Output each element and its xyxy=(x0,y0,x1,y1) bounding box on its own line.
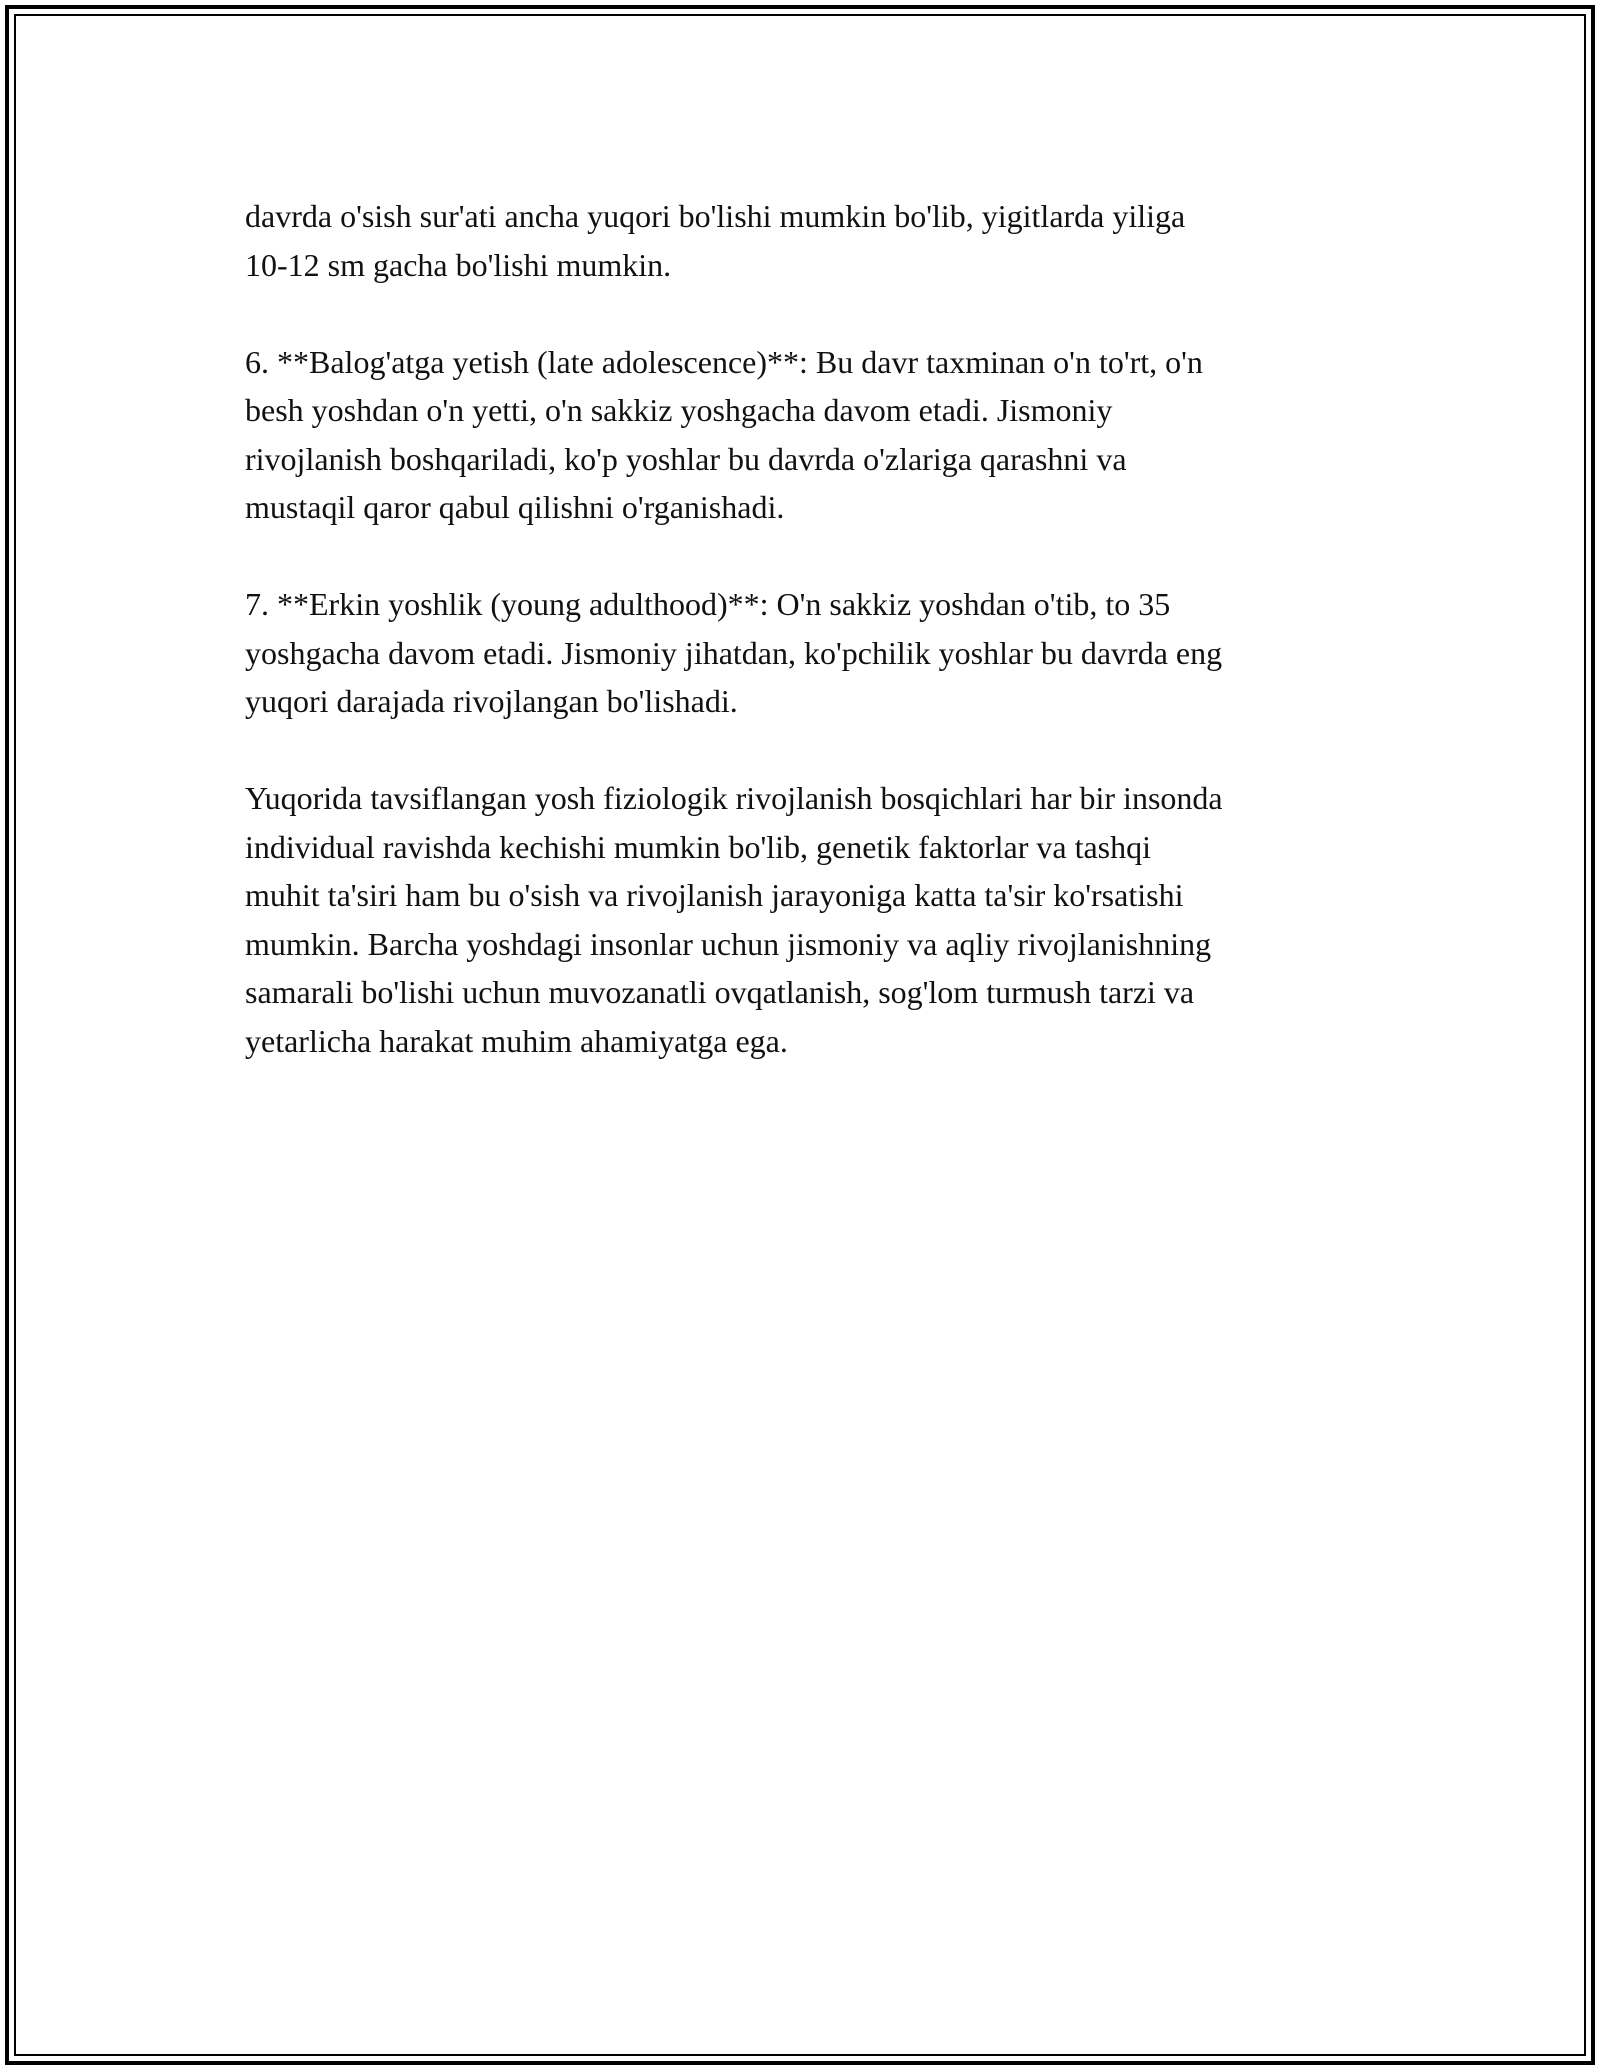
text-line: 7. **Erkin yoshlik (young adulthood)**: O'n sakkiz yoshdan o'tib, to 35 xyxy=(245,586,1171,622)
text-line: davrda o'sish sur'ati ancha yuqori bo'lishi mumkin bo'lib, yigitlarda yiliga xyxy=(245,198,1186,234)
text-line: yoshgacha davom etadi. Jismoniy jihatdan, ko'pchilik yoshlar bu davrda eng xyxy=(245,634,1223,671)
text-line: 6. **Balog'atga yetish (late adolescence)**: Bu davr taxminan o'n to'rt, o'n xyxy=(245,343,1203,380)
document-body xyxy=(245,192,1415,1114)
text-line: muhit ta'siri ham bu o'sish va rivojlanish jarayoniga katta ta'sir ko'rsatishi xyxy=(245,877,1184,913)
text-line: yuqori darajada rivojlangan bo'lishadi. xyxy=(245,683,738,719)
paragraph-continuation xyxy=(245,192,1415,289)
paragraph-conclusion xyxy=(245,774,1415,1065)
text-line: rivojlanish boshqariladi, ko'p yoshlar bu davrda o'zlariga qarashni va xyxy=(245,440,1127,477)
text-line: mumkin. Barcha yoshdagi insonlar uchun jismoniy va aqliy rivojlanishning xyxy=(245,925,1212,962)
text-line: 10-12 sm gacha bo'lishi mumkin. xyxy=(245,246,672,283)
text-line: mustaqil qaror qabul qilishni o'rganishadi. xyxy=(245,489,785,525)
paragraph-item-6 xyxy=(245,338,1415,532)
paragraph-item-7 xyxy=(245,580,1415,726)
text-line: besh yoshdan o'n yetti, o'n sakkiz yoshgacha davom etadi. Jismoniy xyxy=(245,392,1113,428)
text-line: samarali bo'lishi uchun muvozanatli ovqatlanish, sog'lom turmush tarzi va xyxy=(245,974,1195,1010)
text-line: individual ravishda kechishi mumkin bo'lib, genetik faktorlar va tashqi xyxy=(245,828,1152,865)
page-frame xyxy=(5,5,1595,2065)
text-line: yetarlicha harakat muhim ahamiyatga ega. xyxy=(245,1022,788,1059)
text-line: Yuqorida tavsiflangan yosh fiziologik rivojlanish bosqichlari har bir insonda xyxy=(245,780,1223,816)
